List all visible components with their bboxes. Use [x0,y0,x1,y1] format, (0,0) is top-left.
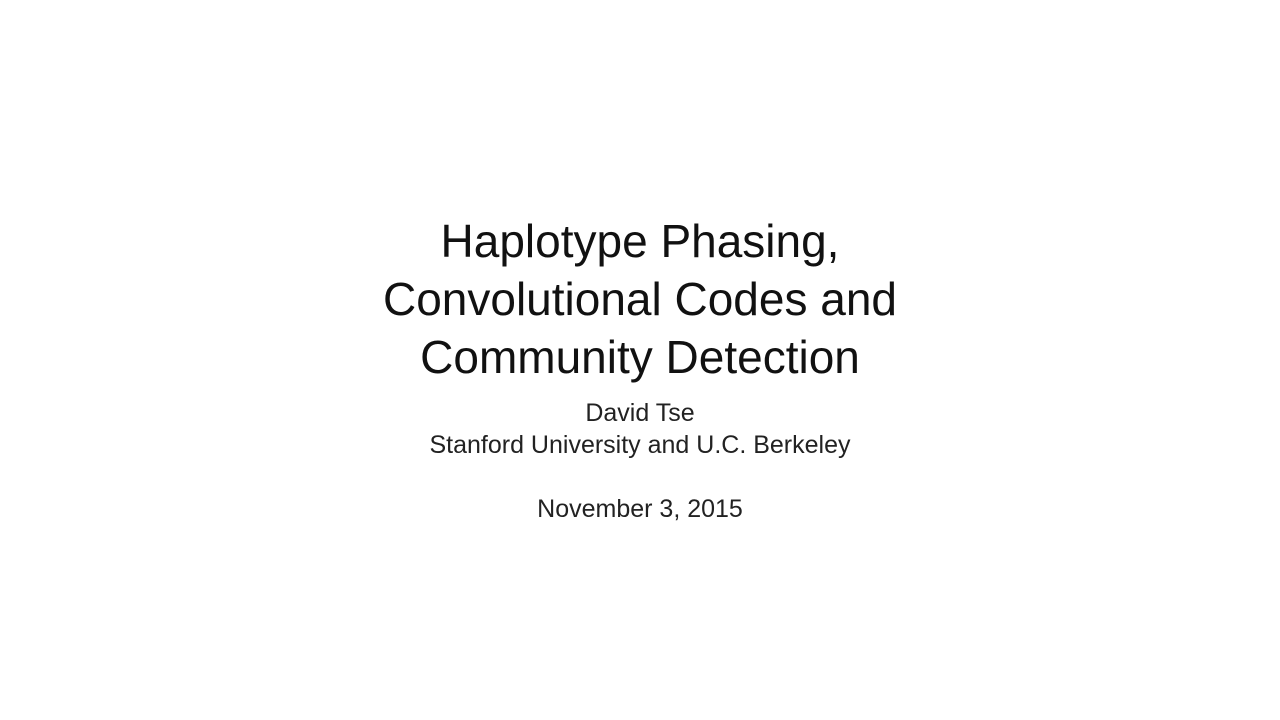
author-affiliation: Stanford University and U.C. Berkeley [429,431,851,459]
title-line-2: Convolutional Codes and [382,273,898,325]
title-line-3: Community Detection [420,331,860,383]
author-block [0,397,1280,461]
slide-title [0,212,1280,386]
title-line-1: Haplotype Phasing, [440,215,840,267]
presentation-date: November 3, 2015 [537,495,743,523]
author-name: David Tse [585,399,695,427]
